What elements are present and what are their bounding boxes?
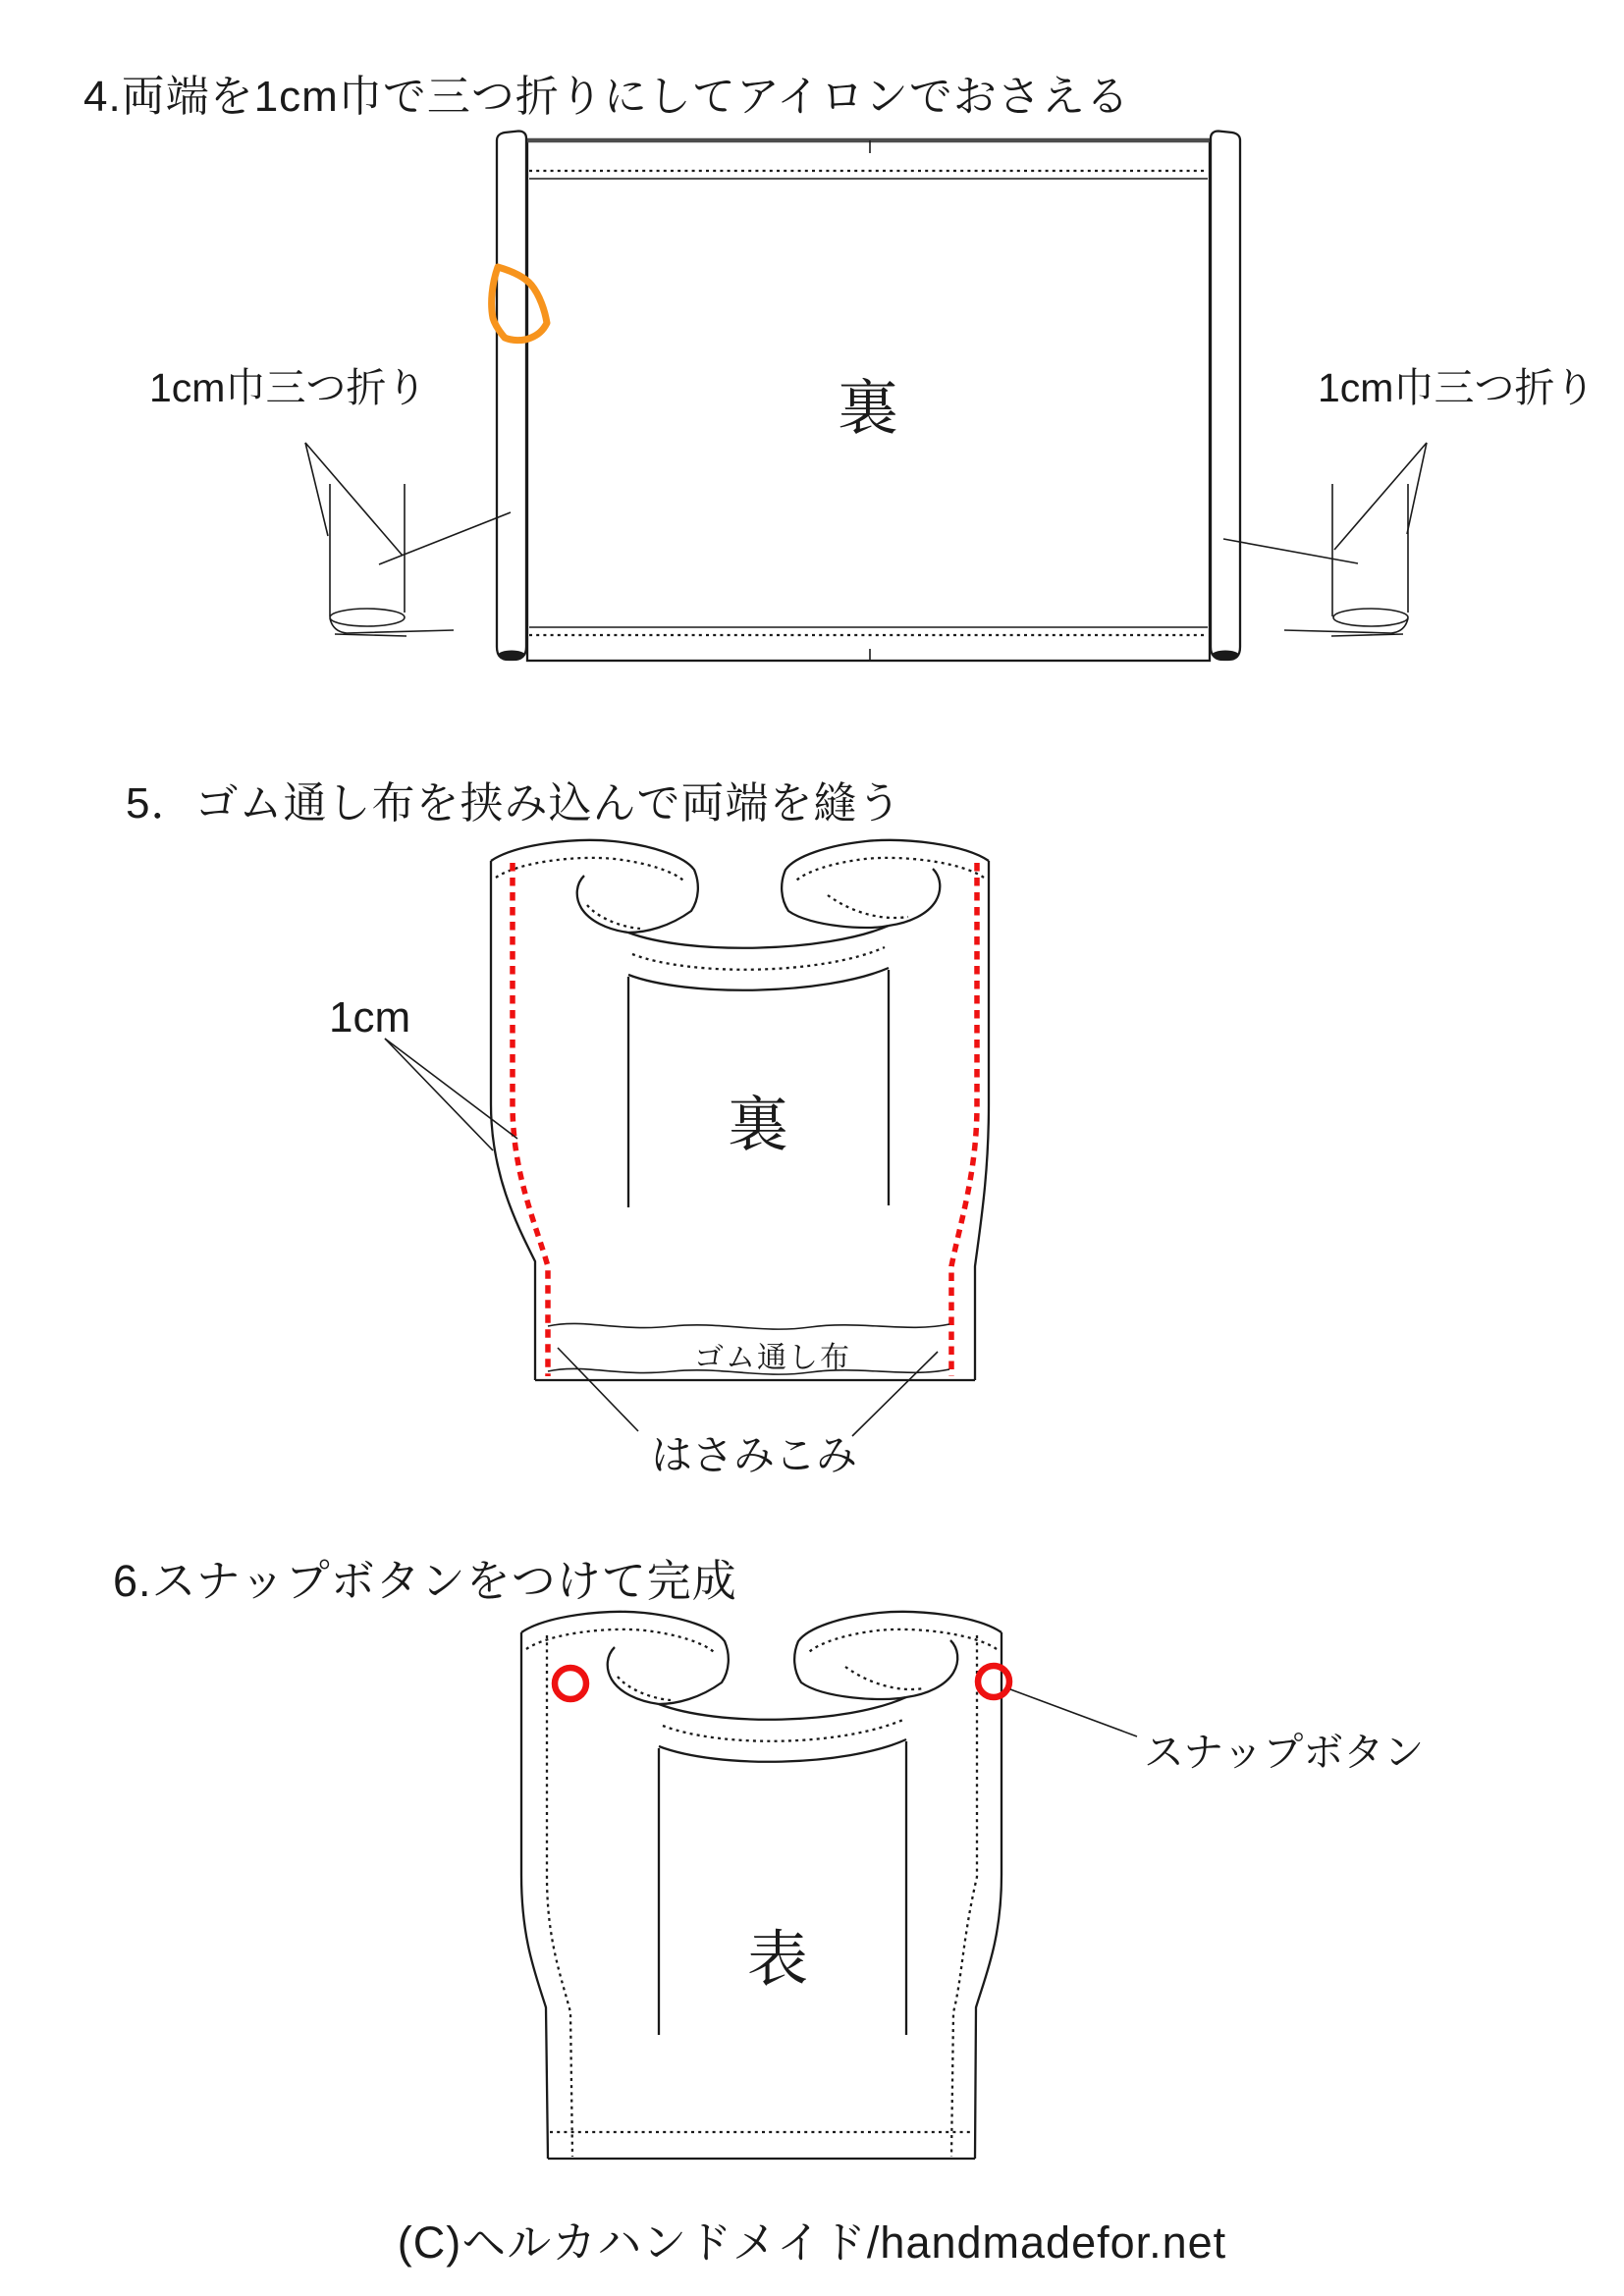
- step6-left-tab-curl: [608, 1647, 659, 1704]
- seam-leader-1: [385, 1039, 517, 1139]
- step5-center-band-stitch: [632, 947, 885, 970]
- casing-wavy-top: [548, 1323, 949, 1329]
- casing-label: ゴム通し布: [694, 1342, 851, 1374]
- left-leader-3: [379, 512, 511, 564]
- step4-right-fold-label: 1cm巾三つ折り: [1318, 365, 1596, 410]
- step5-left-tab-outline: [491, 840, 698, 933]
- right-cylinder-fold-line-2: [1331, 634, 1403, 636]
- step5-diagram: [385, 840, 989, 1436]
- step6-right-tab-stitch: [809, 1629, 997, 1652]
- step5-right-tab-stitch: [796, 858, 984, 881]
- step5-right-band-stitch: [828, 895, 908, 918]
- step4-fabric-side-label: 裏: [837, 375, 899, 443]
- insert-leader-left: [558, 1348, 638, 1431]
- right-cylinder-opening: [1333, 609, 1408, 626]
- step6-right-outer-edge: [975, 1632, 1001, 2159]
- step6-left-side-stitch: [547, 1635, 572, 2157]
- step6-right-band-stitch: [845, 1667, 924, 1689]
- step4-left-fold-label: 1cm巾三つ折り: [149, 365, 427, 410]
- step6-diagram: [521, 1612, 1137, 2159]
- snap-button-mark-left: [555, 1668, 586, 1699]
- step4-left-fold-detail: [305, 443, 511, 636]
- snap-button-mark-right: [978, 1666, 1009, 1697]
- step4-right-fold-bar-end: [1213, 651, 1239, 660]
- step5-title: 5．ゴム通し布を挟み込んで両端を縫う: [126, 779, 902, 828]
- left-cylinder-fold-line-2: [335, 634, 406, 636]
- step5-fabric-side-label: 裏: [727, 1092, 789, 1159]
- seam-leader-2: [385, 1039, 493, 1150]
- snap-leader: [1010, 1689, 1137, 1736]
- step6-center-band-stitch: [663, 1719, 905, 1741]
- left-cylinder-opening: [330, 609, 405, 626]
- step5-center-band-top: [628, 926, 889, 948]
- insert-label: はさみこみ: [651, 1432, 858, 1478]
- snap-button-label: スナップボタン: [1144, 1730, 1425, 1775]
- step6-left-band-stitch: [618, 1677, 671, 1700]
- step6-left-outer-edge: [521, 1632, 548, 2159]
- step5-left-sew-line: [513, 863, 548, 1376]
- step6-fabric-side-label: 表: [746, 1926, 809, 1994]
- left-leader-2: [305, 443, 403, 556]
- step4-title: 4.両端を1cm巾で三つ折りにしてアイロンでおさえる: [83, 73, 1130, 121]
- copyright-footer: (C)ヘルカハンドメイド/handmadefor.net: [397, 2217, 1227, 2268]
- step5-right-sew-line: [951, 863, 977, 1376]
- step6-left-tab-stitch: [526, 1629, 714, 1652]
- right-leader-3: [1223, 539, 1358, 563]
- step6-center-band-top: [659, 1697, 906, 1720]
- step6-center-band-bottom: [659, 1739, 906, 1762]
- step5-seam-width-label: 1cm: [329, 993, 411, 1041]
- step6-right-side-stitch: [951, 1635, 977, 2157]
- step4-right-fold-detail: [1223, 443, 1427, 636]
- step5-left-tab-curl: [577, 876, 628, 933]
- step4-left-fold-bar: [497, 132, 526, 661]
- step6-right-tab-outline: [794, 1612, 1001, 1699]
- step6-left-tab-outline: [521, 1612, 729, 1704]
- insert-leader-right: [852, 1352, 938, 1436]
- step6-title: 6.スナップボタンをつけて完成: [113, 1556, 737, 1606]
- step5-left-tab-stitch: [496, 858, 683, 881]
- step5-right-tab-outline: [782, 840, 989, 928]
- step5-center-band-bottom: [628, 968, 889, 990]
- step4-left-fold-bar-end: [499, 651, 525, 660]
- right-leader-2: [1407, 443, 1427, 534]
- right-leader-1: [1334, 443, 1427, 550]
- step5-left-band-stitch: [587, 905, 640, 929]
- step4-right-fold-bar: [1211, 132, 1240, 661]
